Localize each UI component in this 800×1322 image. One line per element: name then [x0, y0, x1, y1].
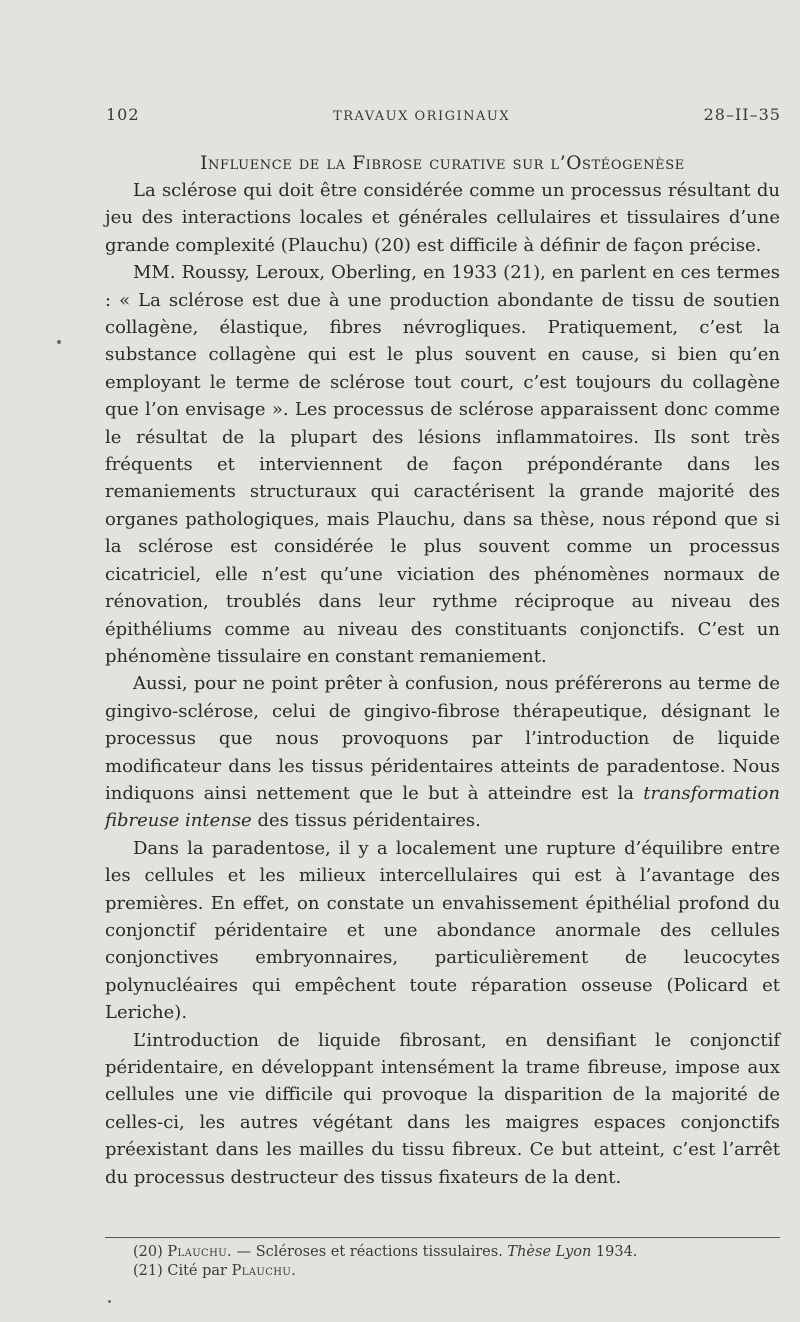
footnotes	[133, 1243, 778, 1281]
footnote-number: (20)	[133, 1244, 163, 1260]
body-text	[105, 150, 780, 1191]
footnote-rule	[105, 1237, 780, 1238]
footnote-number: (21)	[133, 1263, 163, 1279]
paragraph-3-emphasis: transformation fibreuse intense	[105, 782, 780, 832]
running-title: TRAVAUX ORIGINAUX	[333, 109, 511, 124]
footnote-text-end: 1934.	[591, 1244, 638, 1260]
footnote-20	[133, 1243, 778, 1262]
paragraph-1: La sclérose qui doit être considérée comme un processus résultant du jeu des interactions locales et générales cellulaires et tissulaires d’une grande complexité (Plauchu) (20) est difficile à définir de façon précise.	[105, 180, 780, 256]
paragraph-3-text: Aussi, pour ne point prêter à confusion, nous préférerons au terme de gingivo-sclérose, celui de gingivo-fibrose thérapeutique, désignant le processus que nous provoquons par l’introduction de liquide modificateur dans les tissus péridentaires atteints de paradentose. Nous indiquons ainsi nettement que le but à atteindre est la	[105, 673, 780, 804]
paragraph-3-text-end: des tissus péridentaires.	[251, 810, 481, 832]
footnote-text: — Scléroses et réactions tissulaires.	[232, 1244, 508, 1260]
footnote-author: Plauchu.	[231, 1263, 297, 1279]
running-header	[106, 105, 781, 124]
page-number: 102	[106, 105, 140, 124]
footnote-21	[133, 1262, 778, 1281]
paper-speck	[57, 340, 61, 344]
paragraph-4: Dans la paradentose, il y a localement une rupture d’équilibre entre les cellules et les milieux intercellulaires qui est à l’avantage des premières. En effet, on constate un envahissement épithélial profond du conjonctif péridentaire et une abondance anormale des cellules conjonctives embryonnaires, particulièrement de leucocytes polynucléaires qui empêchent toute réparation osseuse (Policard et Leriche).	[105, 837, 780, 1024]
header-date: 28–II–35	[703, 105, 781, 124]
paragraph-5: L’introduction de liquide fibrosant, en densifiant le conjonctif péridentaire, en développant intensément la trame fibreuse, impose aux cellules une vie difficile qui provoque la disparition de la majorité de celles-ci, les autres végétant dans les maigres espaces conjonctifs préexistant dans les mailles du tissu fibreux. Ce but atteint, c’est l’arrêt du processus destructeur des tissus fixateurs de la dent.	[105, 1029, 780, 1188]
paragraph-2: MM. Roussy, Leroux, Oberling, en 1933 (21), en parlent en ces termes : « La sclérose est due à une production abondante de tissu de soutien collagène, élastique, fibres névrogliques. Pratiquement, c’est la substance collagène qui est le plus souvent en cause, si bien qu’en employant le terme de sclérose tout court, c’est toujours du collagène que l’on envisage ». Les processus de sclérose apparaissent donc comme le résultat de la plupart des lésions inflammatoires. Ils sont très fréquents et interviennent de façon prépondérante dans les remaniements structuraux qui caractérisent la grande majorité des organes pathologiques, mais Plauchu, dans sa thèse, nous répond que si la sclérose est considérée le plus souvent comme un processus cicatriciel, elle n’est qu’une viciation des phénomènes normaux de rénovation, troublés dans leur rythme réciproque au niveau des épithéliums comme au niveau des constituants conjonctifs. C’est un phénomène tissulaire en constant remaniement.	[105, 262, 780, 667]
paper-speck	[108, 1300, 111, 1303]
footnote-text: Cité par	[162, 1263, 232, 1279]
footnote-emphasis: Thèse Lyon	[507, 1244, 592, 1260]
section-title: Influence de la Fibrose curative sur l’Ostéogenèse	[200, 153, 685, 174]
paragraph-3	[105, 670, 780, 834]
footnote-author: Plauchu.	[167, 1244, 233, 1260]
